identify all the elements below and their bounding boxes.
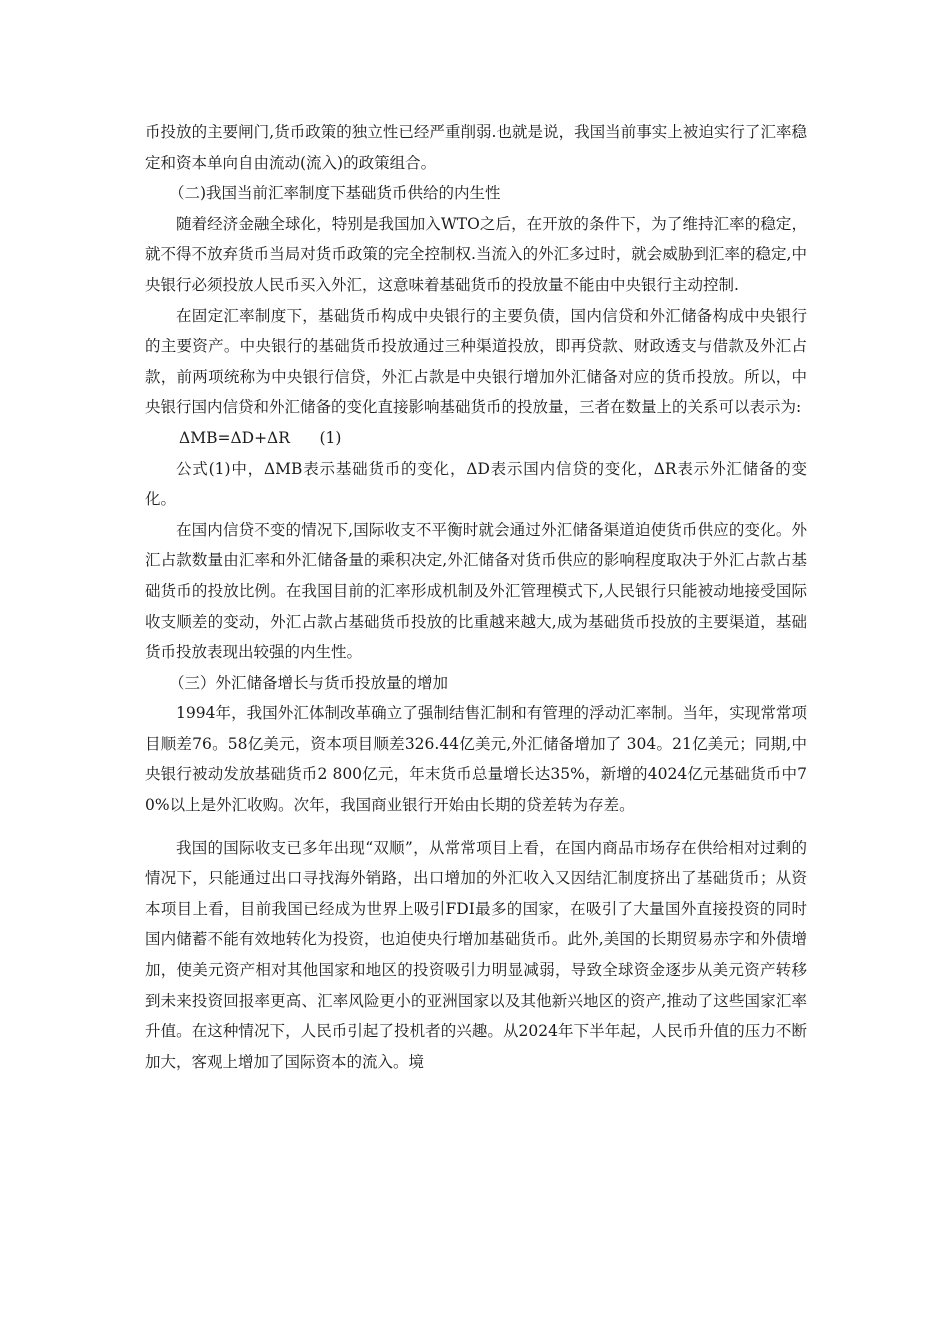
paragraph: 1994年，我国外汇体制改革确立了强制结售汇制和有管理的浮动汇率制。当年，实现常常项目顺差76。58亿美元，资本项目顺差326.44亿美元,外汇储备增加了 304。21亿美元；同期,中央银行被动发放基础货币2 800亿元，年末货币总量增长达35%，新增的4024亿元基础货币中70%以上是外汇收购。次年，我国商业银行开始由长期的贷差转为存差。 xyxy=(145,704,807,815)
section-heading: （三）外汇储备增长与货币投放量的增加 xyxy=(169,673,449,692)
paragraph: 公式(1)中，ΔMB表示基础货币的变化，ΔD表示国内信贷的变化，ΔR表示外汇储备的变化。 xyxy=(145,459,807,509)
paragraph: 我国的国际收支已多年出现“双顺”，从常常项目上看，在国内商品市场存在供给相对过剩的情况下，只能通过出口寻找海外销路，出口增加的外汇收入又因结汇制度挤出了基础货币；从资本项目上看，目前我国已经成为世界上吸引FDI最多的国家，在吸引了大量国外直接投资的同时国内储蓄不能有效地转化为投资，也迫使央行增加基础货币。此外,美国的长期贸易赤字和外债增加，使美元资产相对其他国家和地区的投资吸引力明显减弱，导致全球资金逐步从美元资产转移到未来投资回报率更高、汇率风险更小的亚洲国家以及其他新兴地区的资产,推动了这些国家汇率升值。在这种情况下，人民币引起了投机者的兴趣。从2024年下半年起，人民币升值的压力不断加大，客观上增加了国际资本的流入。境 xyxy=(145,838,807,1071)
section-heading: （二)我国当前汇率制度下基础货币供给的内生性 xyxy=(169,184,501,203)
formula: ΔMB=ΔD+ΔR (1) xyxy=(179,428,342,447)
paragraph: 随着经济金融全球化，特别是我国加入WTO之后，在开放的条件下，为了维持汇率的稳定，就不得不放弃货币当局对货币政策的完全控制权.当流入的外汇多过时，就会威胁到汇率的稳定,中央银行必须投放人民币买入外汇，这意味着基础货币的投放量不能由中央银行主动控制. xyxy=(145,214,807,294)
paragraph: 在固定汇率制度下，基础货币构成中央银行的主要负债，国内信贷和外汇储备构成中央银行的主要资产。中央银行的基础货币投放通过三种渠道投放，即再贷款、财政透支与借款及外汇占款，前两项统称为中央银行信贷，外汇占款是中央银行增加外汇储备对应的货币投放。所以，中央银行国内信贷和外汇储备的变化直接影响基础货币的投放量，三者在数量上的关系可以表示为: xyxy=(145,306,807,417)
document-body xyxy=(145,117,807,1077)
paragraph: 币投放的主要闸门,货币政策的独立性已经严重削弱.也就是说，我国当前事实上被迫实行了汇率稳定和资本单向自由流动(流入)的政策组合。 xyxy=(145,123,807,172)
paragraph: 在国内信贷不变的情况下,国际收支不平衡时就会通过外汇储备渠道迫使货币供应的变化。外汇占款数量由汇率和外汇储备量的乘积决定,外汇储备对货币供应的影响程度取决于外汇占款占基础货币的投放比例。在我国目前的汇率形成机制及外汇管理模式下,人民银行只能被动地接受国际收支顺差的变动，外汇占款占基础货币投放的比重越来越大,成为基础货币投放的主要渠道，基础货币投放表现出较强的内生性。 xyxy=(145,520,807,662)
